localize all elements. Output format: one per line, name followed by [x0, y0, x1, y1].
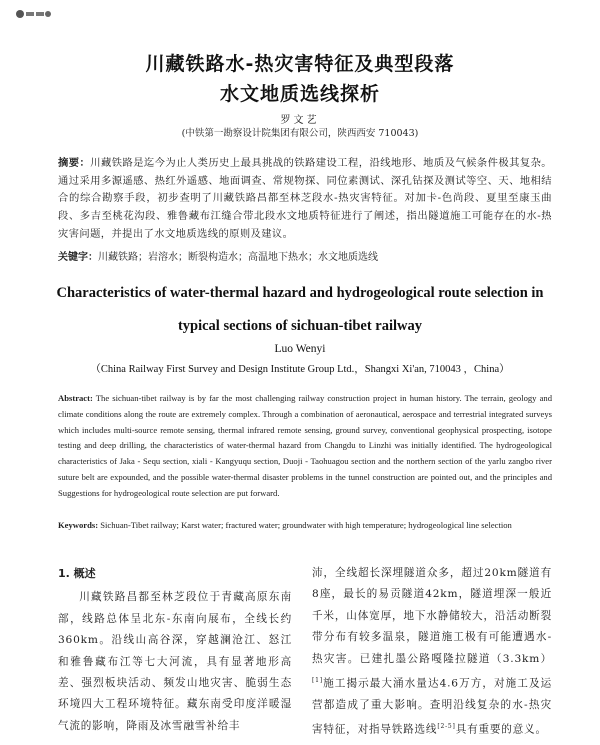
chinese-keywords-label: 关键字： [58, 252, 98, 263]
journal-logo-icon [14, 8, 54, 20]
body-right-text-end: 具有重要的意义。 [455, 723, 547, 736]
citation-ref-2: [2-5] [437, 723, 456, 731]
chinese-abstract [58, 155, 552, 244]
chinese-keywords [58, 248, 552, 263]
english-author: Luo Wenyi [274, 343, 326, 355]
english-abstract-text: The sichuan-tibet railway is by far the most challenging railway construction project in human history. The terrain, geology and climate conditions along the route are extremely complex. Through a combination of aeronautical, aerospace and terrestrial integrated surveys which includes multi-source remote sensing, thermal infrared remote sensing, ground survey, conventional geophysical prospecting, isotope testing and deep drilling, the characteristics of water-thermal hazard from Changdu to Linzhi was initially identified. The hydrogeological characteristics of Jaka - Sequ section, xiali - Kangyuqu section, Duoji - Taohuagou section and the northern section of the yarlu zangbo river suture belt are expounded, and the possible water-thermal disaster problems in the tunnel construction are pointed out, and the principles and Suggestions for hydrogeological route selection are put forward. [58, 393, 552, 498]
english-title-line-1: Characteristics of water-thermal hazard and hydrogeological route selection in [56, 285, 544, 301]
chinese-keywords-text: 川藏铁路；岩溶水；断裂构造水；高温地下热水；水文地质选线 [98, 252, 378, 263]
body-left-column [58, 563, 292, 737]
chinese-abstract-label: 摘要： [58, 157, 91, 169]
chinese-author: 罗文艺 [280, 115, 320, 126]
english-abstract-label: Abstract: [58, 393, 93, 403]
english-keywords-text: Sichuan-Tibet railway; Karst water; fractured water; groundwater with high temperature; hydrogeological line selection [98, 520, 512, 530]
chinese-title-line-2: 水文地质选线探析 [219, 83, 380, 105]
english-keywords-label: Keywords: [58, 520, 99, 530]
chinese-title-line-1: 川藏铁路水-热灾害特征及典型段落 [145, 53, 455, 75]
english-affiliation: （China Railway First Survey and Design Institute Group Ltd.，Shangxi Xi'an, 710043 ，China） [90, 364, 510, 375]
section-heading-overview: 1. 概述 [58, 567, 96, 580]
body-right-text-start: 沛，全线超长深埋隧道众多，超过20km隧道有8座，最长的易贡隧道42km，隧道埋深一般近千米，山体宽厚，地下水静储较大，沿活动断裂带分布有较多温泉，隧道施工极有可能遭遇水-热灾害。已建扎墨公路嘎隆拉隧道（3.3km） [312, 567, 552, 665]
english-title-line-2: typical sections of sichuan-tibet railway [177, 318, 423, 334]
body-right-column [312, 563, 552, 741]
chinese-affiliation: (中铁第一勘察设计院集团有限公司，陕西西安 710043) [181, 128, 419, 139]
citation-ref-1: [1] [312, 677, 323, 685]
body-right-text-mid: 施工揭示最大涌水量达4.6万方，对施工及运营都造成了重大影响。查明沿线复杂的水-热灾害特征，对指导铁路选线 [312, 677, 552, 736]
english-keywords [58, 520, 552, 530]
english-abstract [58, 391, 552, 502]
chinese-abstract-text: 川藏铁路是迄今为止人类历史上最具挑战的铁路建设工程，沿线地形、地质及气候条件极其复杂。通过采用多源遥感、热红外遥感、地面调查、常规物探、同位素测试、深孔钻探及测试等空、天、地相结合的综合勘察手段，初步查明了川藏铁路昌都至林芝段水-热灾害特征。对加卡-色尚段、夏里至康玉曲段、多吉至桃花沟段、雅鲁藏布江缝合带北段水文地质特征进行了阐述，指出隧道施工可能存在的水-热灾害问题，并提出了水文地质选线的原则及建议。 [58, 157, 553, 240]
body-left-paragraph: 川藏铁路昌都至林芝段位于青藏高原东南部，线路总体呈北东-东南向展布，全线长约360km。沿线山高谷深，穿越澜沧江、怒江和雅鲁藏布江等七大河流，具有显著地形高差、强烈板块活动、频发山地灾害、脆弱生态环境四大工程环境特征。藏东南受印度洋暖湿气流的影响，降雨及冰雪融雪补给丰 [58, 591, 292, 732]
